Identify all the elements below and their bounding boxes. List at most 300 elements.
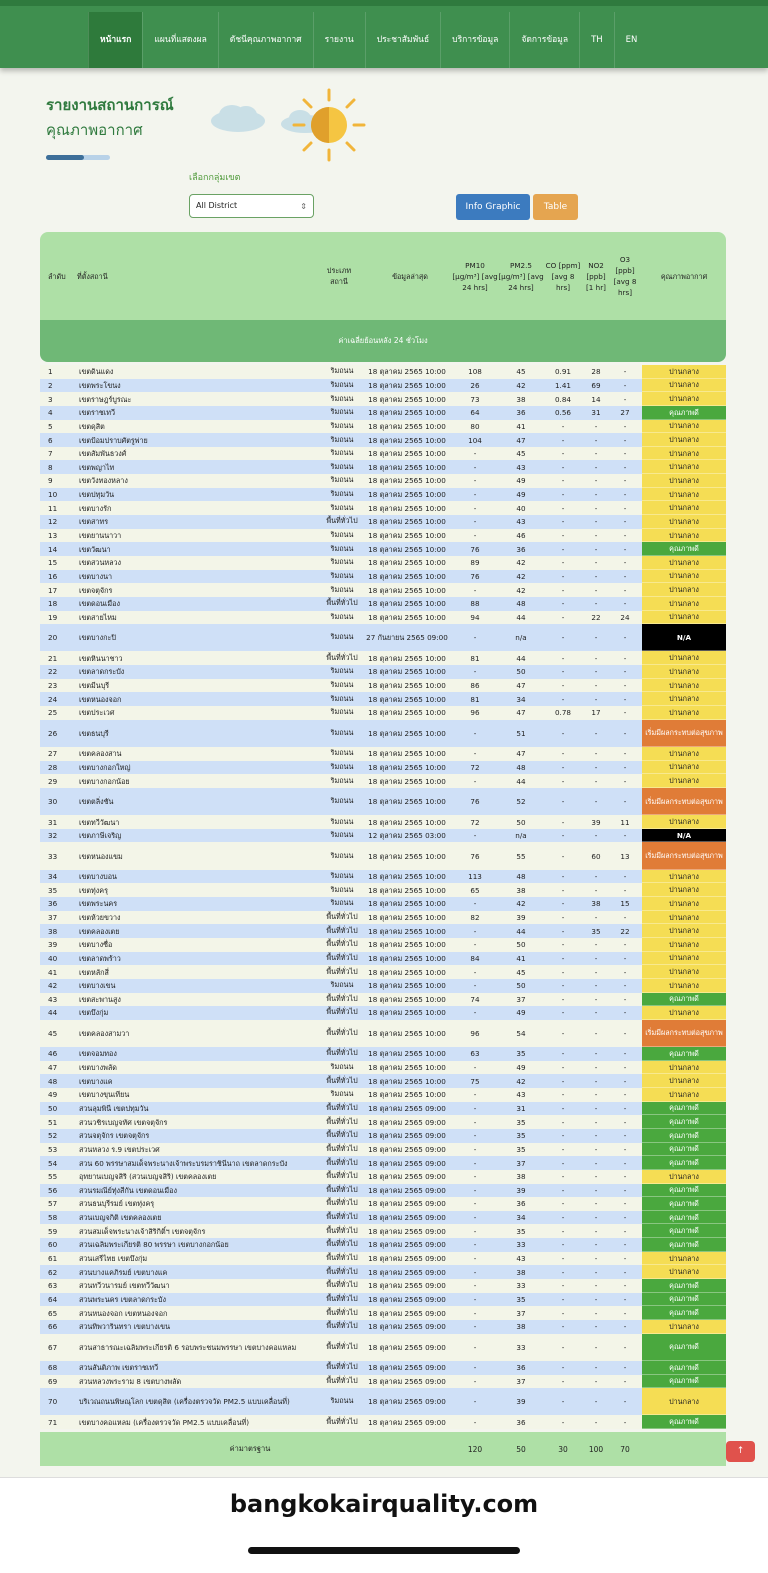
- cell-date: 18 ตุลาคม 2565 10:00: [368, 571, 446, 581]
- cell-name: เขตบึงกุ่ม: [79, 1008, 109, 1018]
- cell-date: 18 ตุลาคม 2565 10:00: [368, 872, 446, 882]
- cell-co: -: [561, 994, 565, 1004]
- cell-pm10: 89: [470, 558, 480, 568]
- cell-type: พื้นที่ทั่วไป: [326, 1116, 358, 1126]
- cell-o3: -: [623, 1158, 627, 1168]
- cell-quality-badge: ปานกลาง: [642, 1006, 726, 1020]
- table-row: [40, 542, 726, 556]
- cell-co: -: [561, 831, 565, 841]
- table-row: [40, 1224, 726, 1238]
- table-row: [40, 788, 726, 815]
- table-row: [40, 979, 726, 993]
- cell-type: ริมถนน: [330, 557, 354, 567]
- cell-date: 18 ตุลาคม 2565 09:00: [368, 1185, 446, 1195]
- cell-name: เขตบางแค: [79, 1076, 113, 1086]
- cell-co: -: [561, 1144, 565, 1154]
- cell-type: พื้นที่ทั่วไป: [326, 966, 358, 976]
- cell-co: -: [561, 926, 565, 936]
- cell-o3: -: [623, 571, 627, 581]
- cell-no: 7: [48, 449, 53, 459]
- cell-date: 18 ตุลาคม 2565 10:00: [368, 380, 446, 390]
- cell-pm10: -: [473, 1342, 477, 1352]
- table-row: [40, 965, 726, 979]
- cell-date: 18 ตุลาคม 2565 10:00: [368, 1076, 446, 1086]
- cell-pm10: -: [473, 1213, 477, 1223]
- cell-pm10: -: [473, 1090, 477, 1100]
- cell-date: 18 ตุลาคม 2565 10:00: [368, 585, 446, 595]
- cell-pm10: -: [473, 1199, 477, 1209]
- cell-co: -: [561, 667, 565, 677]
- nav-item[interactable]: รายงาน: [313, 12, 365, 68]
- cell-quality-badge: คุณภาพดี: [642, 1115, 726, 1129]
- table-row: [40, 706, 726, 720]
- cell-name: สวนธนบุรีรมย์ เขตทุ่งครุ: [79, 1199, 155, 1209]
- table-row: [40, 938, 726, 952]
- cell-pm25: 44: [516, 653, 526, 663]
- cell-no2: -: [594, 599, 598, 609]
- cell-co: -: [561, 1376, 565, 1386]
- cell-no: 25: [48, 708, 58, 718]
- cell-o3: -: [623, 380, 627, 390]
- cell-pm10: -: [473, 1185, 477, 1195]
- cell-quality-badge: ปานกลาง: [642, 597, 726, 611]
- cell-no: 31: [48, 817, 58, 827]
- cell-no: 50: [48, 1103, 58, 1113]
- table-row: [40, 1361, 726, 1375]
- cell-type: ริมถนน: [330, 1396, 354, 1406]
- cell-name: เขตบางคอแหลม (เครื่องตรวจวัด PM2.5 แบบเคลื่อนที่): [79, 1417, 250, 1427]
- cell-o3: -: [623, 449, 627, 459]
- cell-no: 20: [48, 633, 58, 643]
- cell-pm10: -: [473, 967, 477, 977]
- cell-quality-badge: คุณภาพดี: [642, 1102, 726, 1116]
- cell-quality-badge: ปานกลาง: [642, 679, 726, 693]
- table-row: [40, 1320, 726, 1334]
- cell-co: -: [561, 749, 565, 759]
- cell-pm10: 81: [470, 694, 480, 704]
- table-row: [40, 1156, 726, 1170]
- cell-quality-badge: เริ่มมีผลกระทบต่อสุขภาพ: [642, 788, 726, 815]
- cell-co: -: [561, 1254, 565, 1264]
- table-row: [40, 747, 726, 761]
- cell-pm25: 36: [516, 544, 526, 554]
- cell-quality-badge: ปานกลาง: [642, 706, 726, 720]
- cell-pm25: 41: [516, 421, 526, 431]
- table-row: [40, 529, 726, 543]
- cell-name: เขตประเวศ: [79, 708, 115, 718]
- cell-name: เขตพระนคร: [79, 899, 118, 909]
- cell-pm25: 33: [516, 1342, 526, 1352]
- cell-pm10: -: [473, 476, 477, 486]
- cell-quality-badge: ปานกลาง: [642, 924, 726, 938]
- cell-pm10: 104: [468, 435, 482, 445]
- cell-co: -: [561, 544, 565, 554]
- cell-date: 18 ตุลาคม 2565 10:00: [368, 462, 446, 472]
- cell-date: 27 กันยายน 2565 09:00: [366, 633, 448, 643]
- cell-co: -: [561, 762, 565, 772]
- standard-values-row: [40, 1432, 726, 1466]
- cell-pm25: 48: [516, 762, 526, 772]
- cell-pm25: 36: [516, 1363, 526, 1373]
- cell-co: -: [561, 421, 565, 431]
- cell-o3: -: [623, 831, 627, 841]
- cell-pm10: -: [473, 517, 477, 527]
- cell-no2: -: [594, 1076, 598, 1086]
- cell-type: ริมถนน: [330, 980, 354, 990]
- district-select[interactable]: [189, 194, 314, 218]
- cell-type: ริมถนน: [330, 393, 354, 403]
- cell-no: 6: [48, 435, 53, 445]
- cell-no2: -: [594, 776, 598, 786]
- cell-pm10: -: [473, 1158, 477, 1168]
- cell-quality-badge: N/A: [642, 829, 726, 843]
- cell-pm25: 34: [516, 1213, 526, 1223]
- cell-o3: -: [623, 1049, 627, 1059]
- cell-pm10: 74: [470, 994, 480, 1004]
- col-header-no: ลำดับ: [48, 271, 66, 281]
- cell-date: 18 ตุลาคม 2565 10:00: [368, 981, 446, 991]
- select-caret-icon: ⇕: [300, 202, 307, 211]
- cell-type: พื้นที่ทั่วไป: [326, 925, 358, 935]
- cell-type: ริมถนน: [330, 407, 354, 417]
- cell-co: -: [561, 1342, 565, 1352]
- cell-no: 23: [48, 681, 58, 691]
- cell-no2: -: [594, 1342, 598, 1352]
- cell-name: สวนหลวง ร.9 เขตประเวศ: [79, 1144, 160, 1154]
- cell-no: 47: [48, 1063, 58, 1073]
- cell-quality-badge: ปานกลาง: [642, 815, 726, 829]
- cell-no: 53: [48, 1144, 58, 1154]
- table-row: [40, 433, 726, 447]
- cell-o3: -: [623, 1008, 627, 1018]
- cell-o3: -: [623, 1363, 627, 1373]
- cell-o3: -: [623, 1417, 627, 1427]
- cell-no: 52: [48, 1131, 58, 1141]
- table-row: [40, 842, 726, 869]
- table-row: [40, 679, 726, 693]
- cell-co: -: [561, 1008, 565, 1018]
- cell-type: ริมถนน: [330, 632, 354, 642]
- cell-pm25: 40: [516, 503, 526, 513]
- cell-co: -: [561, 885, 565, 895]
- cell-no2: -: [594, 940, 598, 950]
- cell-no2: 69: [591, 380, 601, 390]
- cell-name: เขตจตุจักร: [79, 585, 113, 595]
- cell-o3: -: [623, 762, 627, 772]
- cell-co: -: [561, 899, 565, 909]
- cell-no: 51: [48, 1117, 58, 1127]
- cell-quality-badge: คุณภาพดี: [642, 1129, 726, 1143]
- nav-item[interactable]: ประชาสัมพันธ์: [365, 12, 440, 68]
- cell-type: ริมถนน: [330, 850, 354, 860]
- cell-no: 56: [48, 1185, 58, 1195]
- cell-pm25: 35: [516, 1294, 526, 1304]
- table-row: [40, 1184, 726, 1198]
- cell-co: -: [561, 1308, 565, 1318]
- cell-name: เขตวังทองหลาง: [79, 476, 128, 486]
- cell-name: เขตบางเขน: [79, 981, 116, 991]
- cell-no2: -: [594, 667, 598, 677]
- cell-quality-badge: ปานกลาง: [642, 611, 726, 625]
- cell-pm10: -: [473, 1117, 477, 1127]
- nav-item[interactable]: TH: [579, 12, 614, 68]
- cell-no: 38: [48, 926, 58, 936]
- cell-name: เขตคลองสามวา: [79, 1028, 130, 1038]
- nav-item[interactable]: จัดการข้อมูล: [509, 12, 579, 68]
- cell-date: 18 ตุลาคม 2565 10:00: [368, 421, 446, 431]
- cell-o3: -: [623, 462, 627, 472]
- cell-o3: -: [623, 1342, 627, 1352]
- cell-name: เขตราษฎร์บูรณะ: [79, 394, 132, 404]
- cell-type: ริมถนน: [330, 748, 354, 758]
- average-band: ค่าเฉลี่ยย้อนหลัง 24 ชั่วโมง: [40, 320, 726, 362]
- cell-o3: -: [623, 1267, 627, 1277]
- cell-date: 18 ตุลาคม 2565 09:00: [368, 1172, 446, 1182]
- col-header-latest: ข้อมูลล่าสุด: [392, 271, 428, 281]
- cell-no2: -: [594, 1158, 598, 1168]
- cell-no: 48: [48, 1076, 58, 1086]
- cell-date: 18 ตุลาคม 2565 10:00: [368, 885, 446, 895]
- cell-no: 14: [48, 544, 58, 554]
- table-row: [40, 474, 726, 488]
- cell-date: 18 ตุลาคม 2565 10:00: [368, 599, 446, 609]
- cell-no: 45: [48, 1028, 58, 1038]
- cell-o3: -: [623, 1308, 627, 1318]
- cell-date: 18 ตุลาคม 2565 09:00: [368, 1281, 446, 1291]
- cell-name: เขตบางนา: [79, 571, 113, 581]
- cell-co: -: [561, 517, 565, 527]
- cell-type: ริมถนน: [330, 461, 354, 471]
- cell-type: ริมถนน: [330, 434, 354, 444]
- cell-co: -: [561, 633, 565, 643]
- cell-co: -: [561, 1028, 565, 1038]
- cell-no: 44: [48, 1008, 58, 1018]
- cell-no: 59: [48, 1226, 58, 1236]
- cell-o3: -: [623, 1199, 627, 1209]
- col-header-no2: NO2 [ppb] [1 hr]: [586, 260, 606, 292]
- cell-no: 28: [48, 762, 58, 772]
- cell-o3: -: [623, 1117, 627, 1127]
- cell-quality-badge: คุณภาพดี: [642, 1361, 726, 1375]
- scroll-top-button[interactable]: ↑: [726, 1441, 755, 1462]
- cell-name: เขตบางบอน: [79, 872, 117, 882]
- cell-pm10: -: [473, 1144, 477, 1154]
- cell-pm10: -: [473, 667, 477, 677]
- cell-o3: -: [623, 517, 627, 527]
- cell-name: เขตคลองเตย: [79, 926, 120, 936]
- cell-date: 18 ตุลาคม 2565 09:00: [368, 1417, 446, 1427]
- home-indicator[interactable]: [248, 1547, 520, 1554]
- cell-quality-badge: ปานกลาง: [642, 433, 726, 447]
- cell-date: 18 ตุลาคม 2565 10:00: [368, 558, 446, 568]
- cell-no2: -: [594, 1376, 598, 1386]
- table-row: [40, 379, 726, 393]
- cell-co: -: [561, 817, 565, 827]
- cell-name: เขตสายไหม: [79, 612, 117, 622]
- cell-co: -: [561, 1076, 565, 1086]
- main-nav: [88, 12, 648, 68]
- cell-co: -: [561, 728, 565, 738]
- cell-quality-badge: คุณภาพดี: [642, 1156, 726, 1170]
- cell-co: -: [561, 953, 565, 963]
- table-row: [40, 1129, 726, 1143]
- cell-pm25: 46: [516, 531, 526, 540]
- cell-no: 4: [48, 408, 53, 418]
- cell-o3: -: [623, 940, 627, 950]
- cell-pm25: 54: [516, 1028, 526, 1038]
- cell-co: -: [561, 940, 565, 950]
- site-url-caption: bangkokairquality.com: [229, 1490, 539, 1518]
- cell-pm25: 49: [516, 1063, 526, 1073]
- table-row: [40, 651, 726, 665]
- cell-date: 18 ตุลาคม 2565 10:00: [368, 531, 446, 540]
- cell-type: ริมถนน: [330, 830, 354, 840]
- cell-pm25: 37: [516, 1308, 526, 1318]
- cell-type: พื้นที่ทั่วไป: [326, 516, 358, 526]
- cell-pm25: 50: [516, 667, 526, 677]
- cell-quality-badge: คุณภาพดี: [642, 406, 726, 420]
- cell-no2: -: [594, 1063, 598, 1073]
- nav-item[interactable]: บริการข้อมูล: [440, 12, 509, 68]
- table-row: [40, 1375, 726, 1389]
- cell-o3: -: [623, 681, 627, 691]
- cell-pm10: -: [473, 981, 477, 991]
- cell-name: เขตคลองสาน: [79, 749, 122, 759]
- cell-name: เขตลาดพร้าว: [79, 953, 121, 963]
- cell-type: ริมถนน: [330, 871, 354, 881]
- table-row: [40, 911, 726, 925]
- cell-name: เขตมีนบุรี: [79, 681, 110, 691]
- col-header-quality: คุณภาพอากาศ: [660, 271, 708, 281]
- table-row: [40, 392, 726, 406]
- cell-no: 33: [48, 851, 58, 861]
- cell-name: บริเวณถนนพิษณุโลก เขตดุสิต (เครื่องตรวจวัด PM2.5 แบบเคลื่อนที่): [79, 1397, 290, 1407]
- cell-co: -: [561, 449, 565, 459]
- cell-o3: 15: [620, 899, 630, 909]
- cell-no2: -: [594, 1322, 598, 1332]
- cell-pm25: 48: [516, 599, 526, 609]
- cell-pm25: 42: [516, 571, 526, 581]
- cell-co: -: [561, 872, 565, 882]
- cell-name: สวนลุมพินี เขตปทุมวัน: [79, 1103, 149, 1113]
- cell-pm25: 55: [516, 851, 526, 861]
- nav-item[interactable]: EN: [614, 12, 649, 68]
- cell-date: 18 ตุลาคม 2565 10:00: [368, 503, 446, 513]
- table-row: [40, 1306, 726, 1320]
- cell-quality-badge: ปานกลาง: [642, 529, 726, 543]
- cell-no2: -: [594, 1281, 598, 1291]
- cell-no: 43: [48, 994, 58, 1004]
- cell-co: -: [561, 776, 565, 786]
- cell-no2: -: [594, 1103, 598, 1113]
- cell-pm25: 42: [516, 1076, 526, 1086]
- cell-pm10: -: [473, 462, 477, 472]
- cell-quality-badge: ปานกลาง: [642, 460, 726, 474]
- cell-pm25: 39: [516, 1397, 526, 1407]
- cell-date: 18 ตุลาคม 2565 09:00: [368, 1117, 446, 1127]
- cell-o3: -: [623, 1322, 627, 1332]
- cell-o3: -: [623, 797, 627, 807]
- cell-no: 10: [48, 490, 58, 500]
- cell-no: 22: [48, 667, 58, 677]
- cell-pm10: -: [473, 1267, 477, 1277]
- district-select-value: All District: [196, 201, 238, 210]
- cell-co: -: [561, 462, 565, 472]
- cell-no2: -: [594, 885, 598, 895]
- table-row: [40, 1388, 726, 1415]
- cell-o3: -: [623, 1090, 627, 1100]
- cell-name: สวนเสรีไทย เขตบึงกุ่ม: [79, 1254, 148, 1264]
- cell-pm10: -: [473, 490, 477, 500]
- cell-co: -: [561, 653, 565, 663]
- cell-no2: 22: [591, 612, 601, 622]
- page-title: รายงานสถานการณ์: [46, 96, 174, 114]
- cell-no: 69: [48, 1376, 58, 1386]
- cell-pm25: 43: [516, 1090, 526, 1100]
- cell-co: -: [561, 851, 565, 861]
- cell-pm10: 108: [468, 367, 482, 377]
- cell-pm10: 86: [470, 681, 480, 691]
- cell-quality-badge: ปานกลาง: [642, 883, 726, 897]
- cell-pm25: 51: [516, 728, 526, 738]
- cell-co: -: [561, 681, 565, 691]
- nav-item[interactable]: หน้าแรก: [88, 12, 142, 68]
- cell-quality-badge: ปานกลาง: [642, 379, 726, 393]
- cell-no: 55: [48, 1172, 58, 1182]
- cell-no: 54: [48, 1158, 58, 1168]
- cell-type: ริมถนน: [330, 543, 354, 553]
- cell-name: เขตยานนาวา: [79, 531, 122, 540]
- cell-name: เขตป้อมปราบศัตรูพ่าย: [79, 435, 148, 445]
- cell-pm25: 34: [516, 694, 526, 704]
- table-row: [40, 1279, 726, 1293]
- cell-o3: -: [623, 1376, 627, 1386]
- cell-type: พื้นที่ทั่วไป: [326, 1280, 358, 1290]
- cell-no2: -: [594, 967, 598, 977]
- cell-date: 18 ตุลาคม 2565 10:00: [368, 449, 446, 459]
- cell-quality-badge: ปานกลาง: [642, 761, 726, 775]
- col-header-pm10: PM10 [µg/m³] [avg 24 hrs]: [452, 260, 498, 292]
- table-row: [40, 692, 726, 706]
- cell-name: สวนเบญจกิติ เขตคลองเตย: [79, 1213, 162, 1223]
- cell-pm10: 72: [470, 762, 480, 772]
- table-header: [40, 232, 726, 320]
- cell-pm25: 43: [516, 517, 526, 527]
- cell-pm25: 52: [516, 797, 526, 807]
- nav-item[interactable]: แผนที่แสดงผล: [142, 12, 217, 68]
- cell-quality-badge: ปานกลาง: [642, 1170, 726, 1184]
- nav-item[interactable]: ดัชนีคุณภาพอากาศ: [218, 12, 313, 68]
- info-graphic-button[interactable]: Info Graphic: [456, 194, 530, 220]
- cell-quality-badge: คุณภาพดี: [642, 1293, 726, 1307]
- cell-type: ริมถนน: [330, 666, 354, 676]
- cell-name: เขตบางซื่อ: [79, 940, 113, 950]
- cell-type: ริมถนน: [330, 727, 354, 737]
- table-row: [40, 597, 726, 611]
- cell-o3: -: [623, 599, 627, 609]
- col-header-pm25: PM2.5 [µg/m³] [avg 24 hrs]: [498, 260, 544, 292]
- cell-no2: -: [594, 1172, 598, 1182]
- cell-pm25: 35: [516, 1049, 526, 1059]
- cell-name: สวนวชิรเบญจทัศ เขตจตุจักร: [79, 1117, 168, 1127]
- table-button[interactable]: Table: [533, 194, 578, 220]
- cell-type: ริมถนน: [330, 707, 354, 717]
- cell-type: ริมถนน: [330, 611, 354, 621]
- table-row: [40, 1211, 726, 1225]
- cell-name: เขตห้วยขวาง: [79, 913, 121, 922]
- cell-no2: 17: [591, 708, 601, 718]
- cell-date: 18 ตุลาคม 2565 10:00: [368, 408, 446, 418]
